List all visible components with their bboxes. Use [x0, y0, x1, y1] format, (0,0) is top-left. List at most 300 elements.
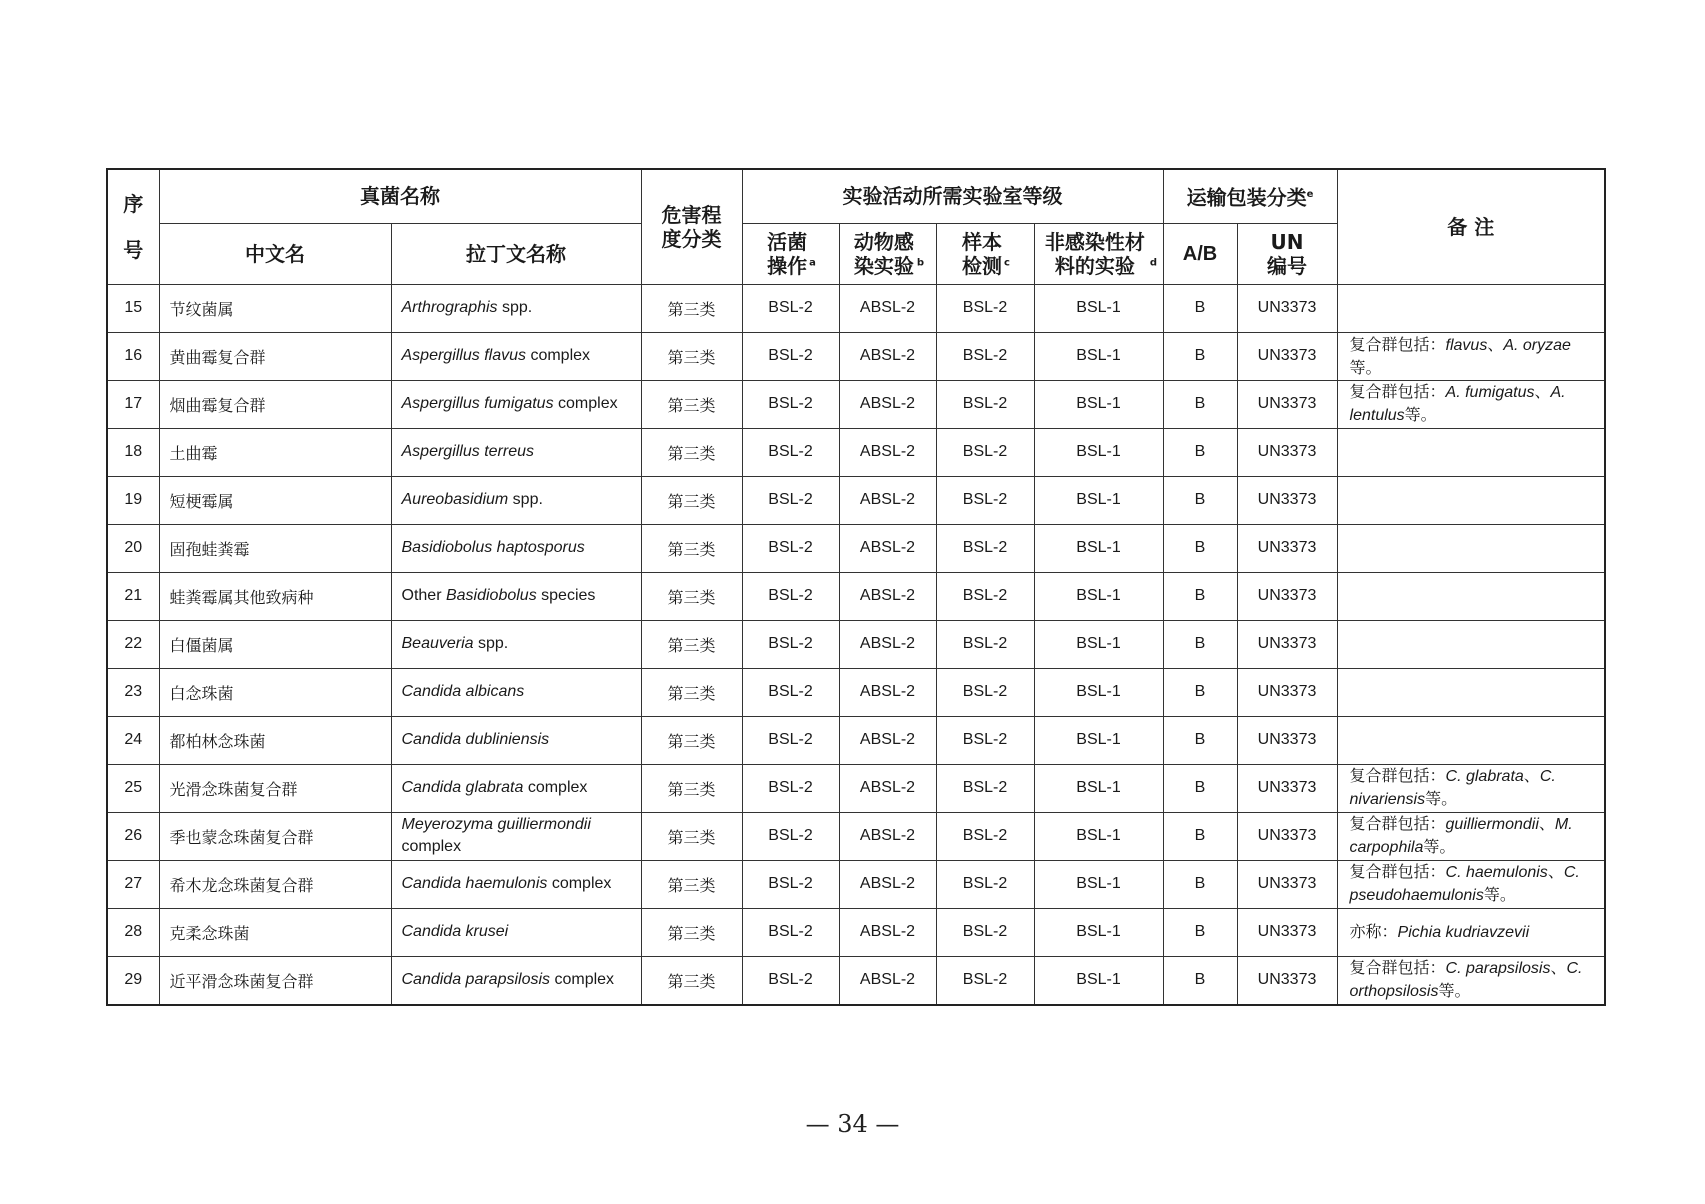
cell-ab — [1163, 716, 1237, 764]
level-animal: ABSL-2 — [859, 395, 916, 412]
cell-remarks — [1337, 716, 1605, 764]
cell-live-op — [742, 716, 839, 764]
seq-number: 28 — [124, 923, 143, 940]
level-noninf: BSL-1 — [1076, 443, 1121, 460]
latin-name-suffix: complex — [550, 971, 615, 988]
latin-name-italic: Basidiobolus haptosporus — [401, 539, 585, 556]
cell-seq — [107, 620, 159, 668]
cell-live-op — [742, 380, 839, 428]
transport-ab: B — [1194, 491, 1206, 508]
level-sample: BSL-2 — [962, 299, 1008, 316]
header-seq — [107, 169, 159, 284]
cell-un — [1237, 668, 1337, 716]
cell-animal — [839, 620, 936, 668]
cell-ab — [1163, 284, 1237, 332]
cell-hazard — [641, 572, 742, 620]
seq-number: 21 — [124, 587, 143, 604]
header-remarks: 备 注 — [1337, 169, 1605, 284]
level-animal: ABSL-2 — [859, 347, 916, 364]
remark-species-2: M. carpophila — [1349, 816, 1573, 856]
cell-sample — [936, 716, 1034, 764]
hazard-category: 第三类 — [667, 827, 716, 847]
table-row — [107, 524, 1605, 572]
remark-prefix: 复合群包括： — [1349, 862, 1446, 881]
latin-name-italic: Candida haemulonis — [401, 875, 548, 892]
header-ab: A/B — [1163, 223, 1237, 284]
level-live-op: BSL-2 — [768, 971, 813, 988]
cell-ab — [1163, 524, 1237, 572]
cell-un — [1237, 620, 1337, 668]
transport-un: UN3373 — [1257, 923, 1317, 940]
level-live-op: BSL-2 — [768, 299, 813, 316]
level-animal: ABSL-2 — [859, 491, 916, 508]
remark-species-1: guilliermondii — [1445, 816, 1539, 833]
latin-name-italic: Meyerozyma guilliermondii — [401, 816, 591, 833]
table-row — [107, 332, 1605, 380]
remark-species-1: C. parapsilosis — [1445, 960, 1551, 977]
cell-animal — [839, 764, 936, 812]
cell-ab — [1163, 956, 1237, 1005]
level-sample: BSL-2 — [962, 827, 1008, 844]
cell-remarks — [1337, 572, 1605, 620]
chinese-name: 烟曲霉复合群 — [169, 395, 266, 415]
remark-suffix: 等。 — [1349, 357, 1382, 377]
remark-species-1: C. glabrata — [1445, 768, 1524, 785]
cell-un — [1237, 380, 1337, 428]
transport-un: UN3373 — [1257, 443, 1317, 460]
seq-number: 15 — [124, 299, 143, 316]
header-hazard — [641, 169, 742, 284]
remark-suffix: 等。 — [1404, 405, 1437, 424]
remark-species-1: flavus — [1445, 336, 1488, 354]
table-row — [107, 668, 1605, 716]
cell-cn-name — [159, 860, 391, 908]
cell-remarks — [1337, 476, 1605, 524]
chinese-name: 黄曲霉复合群 — [169, 347, 266, 367]
cell-ab — [1163, 860, 1237, 908]
remark-suffix: 等。 — [1438, 981, 1471, 1000]
level-live-op: BSL-2 — [768, 347, 813, 364]
seq-number: 24 — [124, 731, 143, 748]
latin-name-suffix: complex — [523, 779, 588, 796]
cell-animal — [839, 668, 936, 716]
level-live-op: BSL-2 — [768, 539, 813, 556]
level-animal: ABSL-2 — [859, 731, 916, 748]
cell-sample — [936, 476, 1034, 524]
cell-live-op — [742, 572, 839, 620]
seq-number: 20 — [124, 539, 143, 556]
level-animal: ABSL-2 — [859, 875, 916, 892]
cell-hazard — [641, 716, 742, 764]
level-noninf: BSL-1 — [1076, 971, 1121, 988]
cell-live-op — [742, 764, 839, 812]
seq-number: 26 — [124, 827, 143, 844]
level-noninf: BSL-1 — [1076, 683, 1121, 700]
cell-seq — [107, 524, 159, 572]
transport-un: UN3373 — [1257, 779, 1317, 796]
cell-un — [1237, 572, 1337, 620]
level-noninf: BSL-1 — [1076, 539, 1121, 556]
remark-species-2: C. nivariensis — [1349, 768, 1556, 808]
cell-animal — [839, 956, 936, 1005]
level-live-op: BSL-2 — [768, 587, 813, 604]
cell-cn-name — [159, 620, 391, 668]
header-animal — [839, 223, 936, 284]
remark-species-2: A. lentulus — [1349, 384, 1566, 424]
remark-species-1: Pichia kudriavzevii — [1397, 923, 1530, 941]
level-live-op: BSL-2 — [768, 731, 813, 748]
cell-latin-name — [391, 428, 641, 476]
header-transport-sup: e — [1306, 188, 1314, 200]
cell-hazard — [641, 956, 742, 1005]
level-sample: BSL-2 — [962, 587, 1008, 604]
seq-number: 17 — [124, 395, 143, 412]
hazard-category: 第三类 — [667, 923, 716, 943]
level-noninf: BSL-1 — [1076, 779, 1121, 796]
cell-sample — [936, 428, 1034, 476]
latin-name-suffix: complex — [526, 347, 591, 364]
transport-ab: B — [1194, 683, 1206, 700]
cell-cn-name — [159, 476, 391, 524]
header-animal-text: 动物感染实验 — [853, 229, 914, 278]
cell-live-op — [742, 620, 839, 668]
latin-name-italic: Basidiobolus — [445, 587, 537, 604]
cell-seq — [107, 668, 159, 716]
cell-noninf — [1034, 908, 1163, 956]
cell-live-op — [742, 428, 839, 476]
level-live-op: BSL-2 — [768, 635, 813, 652]
latin-name-italic: Aspergillus flavus — [401, 347, 526, 364]
cell-latin-name — [391, 284, 641, 332]
cell-remarks — [1337, 428, 1605, 476]
cell-cn-name — [159, 908, 391, 956]
transport-un: UN3373 — [1257, 299, 1317, 316]
cell-latin-name — [391, 908, 641, 956]
cell-cn-name — [159, 572, 391, 620]
cell-latin-name — [391, 956, 641, 1005]
cell-animal — [839, 332, 936, 380]
chinese-name: 白念珠菌 — [169, 683, 234, 703]
remark-prefix: 复合群包括： — [1349, 334, 1446, 354]
seq-number: 23 — [124, 683, 143, 700]
page-number: — 34 — — [805, 1110, 900, 1138]
table-row — [107, 476, 1605, 524]
level-noninf: BSL-1 — [1076, 347, 1121, 364]
cell-animal — [839, 860, 936, 908]
remark-separator: 、 — [1523, 766, 1540, 785]
latin-name-suffix: spp. — [508, 491, 543, 508]
cell-animal — [839, 572, 936, 620]
cell-sample — [936, 332, 1034, 380]
level-live-op: BSL-2 — [768, 491, 813, 508]
cell-cn-name — [159, 332, 391, 380]
cell-noninf — [1034, 284, 1163, 332]
cell-un — [1237, 716, 1337, 764]
cell-sample — [936, 764, 1034, 812]
table-row — [107, 764, 1605, 812]
cell-ab — [1163, 476, 1237, 524]
seq-number: 25 — [124, 779, 143, 796]
hazard-category: 第三类 — [667, 299, 716, 319]
level-sample: BSL-2 — [962, 491, 1008, 508]
transport-un: UN3373 — [1257, 347, 1317, 364]
level-animal: ABSL-2 — [859, 971, 916, 988]
cell-noninf — [1034, 668, 1163, 716]
cell-noninf — [1034, 332, 1163, 380]
cell-sample — [936, 524, 1034, 572]
level-sample: BSL-2 — [962, 971, 1008, 988]
remark-suffix: 等。 — [1423, 837, 1456, 856]
transport-un: UN3373 — [1257, 635, 1317, 652]
cell-remarks — [1337, 812, 1605, 860]
cell-un — [1237, 860, 1337, 908]
cell-live-op — [742, 332, 839, 380]
cell-remarks — [1337, 332, 1605, 380]
level-sample: BSL-2 — [962, 683, 1008, 700]
chinese-name: 近平滑念珠菌复合群 — [169, 971, 314, 991]
latin-name-italic: Aspergillus fumigatus — [401, 395, 554, 412]
cell-hazard — [641, 428, 742, 476]
latin-name-suffix: complex — [401, 838, 462, 855]
cell-remarks — [1337, 380, 1605, 428]
transport-un: UN3373 — [1257, 491, 1317, 508]
cell-latin-name — [391, 476, 641, 524]
transport-ab: B — [1194, 779, 1206, 796]
header-sample-sup: c — [1004, 256, 1010, 268]
cell-seq — [107, 908, 159, 956]
remark-suffix: 等。 — [1483, 885, 1516, 904]
cell-noninf — [1034, 812, 1163, 860]
hazard-category: 第三类 — [667, 875, 716, 895]
cell-sample — [936, 668, 1034, 716]
cell-sample — [936, 860, 1034, 908]
level-live-op: BSL-2 — [768, 827, 813, 844]
hazard-category: 第三类 — [667, 731, 716, 751]
header-seq-text: 序号 — [123, 191, 144, 262]
cell-animal — [839, 380, 936, 428]
hazard-category: 第三类 — [667, 587, 716, 607]
seq-number: 19 — [124, 491, 143, 508]
transport-ab: B — [1194, 971, 1206, 988]
cell-live-op — [742, 524, 839, 572]
cell-animal — [839, 716, 936, 764]
header-live-op — [742, 223, 839, 284]
chinese-name: 土曲霉 — [169, 443, 218, 463]
transport-ab: B — [1194, 539, 1206, 556]
remark-separator: 、 — [1487, 334, 1504, 354]
cell-remarks — [1337, 860, 1605, 908]
cell-noninf — [1034, 524, 1163, 572]
remark-prefix: 复合群包括： — [1349, 766, 1446, 785]
header-sample-text: 样本检测 — [962, 229, 1003, 278]
chinese-name: 光滑念珠菌复合群 — [169, 779, 298, 799]
transport-ab: B — [1194, 827, 1206, 844]
latin-name-prefix: Other — [401, 587, 446, 604]
cell-hazard — [641, 860, 742, 908]
cell-ab — [1163, 908, 1237, 956]
hazard-category: 第三类 — [667, 491, 716, 511]
header-un — [1237, 223, 1337, 284]
cell-sample — [936, 956, 1034, 1005]
cell-un — [1237, 428, 1337, 476]
latin-name-italic: Beauveria — [401, 635, 474, 652]
transport-un: UN3373 — [1257, 539, 1317, 556]
level-sample: BSL-2 — [962, 731, 1008, 748]
cell-seq — [107, 572, 159, 620]
latin-name-italic: Candida albicans — [401, 683, 525, 700]
header-latin-name: 拉丁文名称 — [391, 223, 641, 284]
level-sample: BSL-2 — [962, 443, 1008, 460]
level-sample: BSL-2 — [962, 779, 1008, 796]
cell-noninf — [1034, 860, 1163, 908]
latin-name-italic: Arthrographis — [401, 299, 498, 316]
hazard-category: 第三类 — [667, 443, 716, 463]
level-noninf: BSL-1 — [1076, 923, 1121, 940]
table-row — [107, 860, 1605, 908]
cell-cn-name — [159, 428, 391, 476]
cell-hazard — [641, 524, 742, 572]
remark-species-2: C. orthopsilosis — [1349, 960, 1583, 1000]
cell-animal — [839, 908, 936, 956]
transport-ab: B — [1194, 731, 1206, 748]
table-row — [107, 956, 1605, 1005]
chinese-name: 白僵菌属 — [169, 635, 234, 655]
remark-separator: 、 — [1547, 862, 1564, 881]
remark-prefix: 复合群包括： — [1349, 382, 1446, 401]
latin-name-italic: Candida parapsilosis — [401, 971, 551, 988]
cell-un — [1237, 764, 1337, 812]
transport-un: UN3373 — [1257, 827, 1317, 844]
remark-species-2: C. pseudohaemulonis — [1349, 864, 1580, 904]
seq-number: 16 — [124, 347, 143, 364]
transport-ab: B — [1194, 635, 1206, 652]
header-cn-name: 中文名 — [159, 223, 391, 284]
cell-seq — [107, 860, 159, 908]
cell-latin-name — [391, 572, 641, 620]
level-noninf: BSL-1 — [1076, 587, 1121, 604]
cell-cn-name — [159, 668, 391, 716]
level-sample: BSL-2 — [962, 347, 1008, 364]
cell-sample — [936, 620, 1034, 668]
level-animal: ABSL-2 — [859, 923, 916, 940]
latin-name-italic: Candida krusei — [401, 923, 509, 940]
level-live-op: BSL-2 — [768, 395, 813, 412]
cell-noninf — [1034, 572, 1163, 620]
cell-live-op — [742, 284, 839, 332]
level-sample: BSL-2 — [962, 395, 1008, 412]
header-fungus-name: 真菌名称 — [159, 169, 641, 223]
level-live-op: BSL-2 — [768, 923, 813, 940]
hazard-category: 第三类 — [667, 779, 716, 799]
transport-ab: B — [1194, 875, 1206, 892]
hazard-category: 第三类 — [667, 395, 716, 415]
level-noninf: BSL-1 — [1076, 491, 1121, 508]
transport-ab: B — [1194, 923, 1206, 940]
seq-number: 27 — [124, 875, 143, 892]
cell-sample — [936, 572, 1034, 620]
cell-hazard — [641, 908, 742, 956]
cell-latin-name — [391, 860, 641, 908]
cell-seq — [107, 428, 159, 476]
chinese-name: 都柏林念珠菌 — [169, 731, 266, 751]
cell-latin-name — [391, 620, 641, 668]
remark-species-1: C. haemulonis — [1445, 864, 1548, 881]
cell-cn-name — [159, 716, 391, 764]
hazard-category: 第三类 — [667, 635, 716, 655]
cell-live-op — [742, 812, 839, 860]
hazard-category: 第三类 — [667, 539, 716, 559]
seq-number: 22 — [124, 635, 143, 652]
latin-name-suffix: species — [536, 587, 596, 604]
chinese-name: 蛙粪霉属其他致病种 — [169, 587, 314, 607]
remark-species-1: A. fumigatus — [1445, 384, 1535, 401]
cell-seq — [107, 764, 159, 812]
cell-live-op — [742, 908, 839, 956]
chinese-name: 季也蒙念珠菌复合群 — [169, 827, 314, 847]
cell-remarks — [1337, 524, 1605, 572]
cell-remarks — [1337, 284, 1605, 332]
latin-name-suffix: complex — [553, 395, 618, 412]
cell-latin-name — [391, 380, 641, 428]
table-row — [107, 380, 1605, 428]
latin-name-italic: Aspergillus terreus — [401, 443, 534, 460]
table-row — [107, 812, 1605, 860]
transport-un: UN3373 — [1257, 731, 1317, 748]
cell-ab — [1163, 380, 1237, 428]
level-animal: ABSL-2 — [859, 683, 916, 700]
transport-un: UN3373 — [1257, 683, 1317, 700]
cell-noninf — [1034, 620, 1163, 668]
level-live-op: BSL-2 — [768, 683, 813, 700]
cell-live-op — [742, 956, 839, 1005]
level-noninf: BSL-1 — [1076, 299, 1121, 316]
cell-latin-name — [391, 764, 641, 812]
header-live-op-text: 活菌操作 — [767, 229, 808, 278]
level-noninf: BSL-1 — [1076, 635, 1121, 652]
header-sample — [936, 223, 1034, 284]
cell-remarks — [1337, 620, 1605, 668]
remark-prefix: 复合群包括： — [1349, 814, 1446, 833]
cell-hazard — [641, 332, 742, 380]
level-animal: ABSL-2 — [859, 827, 916, 844]
seq-number: 29 — [124, 971, 143, 988]
latin-name-italic: Candida glabrata — [401, 779, 524, 796]
transport-un: UN3373 — [1257, 395, 1317, 412]
level-sample: BSL-2 — [962, 875, 1008, 892]
cell-animal — [839, 284, 936, 332]
level-noninf: BSL-1 — [1076, 875, 1121, 892]
cell-noninf — [1034, 716, 1163, 764]
chinese-name: 希木龙念珠菌复合群 — [169, 875, 314, 895]
cell-noninf — [1034, 380, 1163, 428]
header-live-op-sup: a — [809, 256, 816, 268]
latin-name-suffix: spp. — [497, 299, 533, 316]
header-noninf-text: 非感染性材料的实验 — [1044, 229, 1145, 278]
table-row — [107, 620, 1605, 668]
cell-hazard — [641, 476, 742, 524]
transport-ab: B — [1194, 443, 1206, 460]
chinese-name: 固孢蛙粪霉 — [169, 539, 250, 559]
cell-cn-name — [159, 812, 391, 860]
level-live-op: BSL-2 — [768, 875, 813, 892]
cell-seq — [107, 716, 159, 764]
latin-name-suffix: complex — [547, 875, 612, 892]
cell-remarks — [1337, 908, 1605, 956]
level-animal: ABSL-2 — [859, 635, 916, 652]
cell-seq — [107, 284, 159, 332]
latin-name-italic: Candida dubliniensis — [401, 731, 550, 748]
cell-un — [1237, 284, 1337, 332]
